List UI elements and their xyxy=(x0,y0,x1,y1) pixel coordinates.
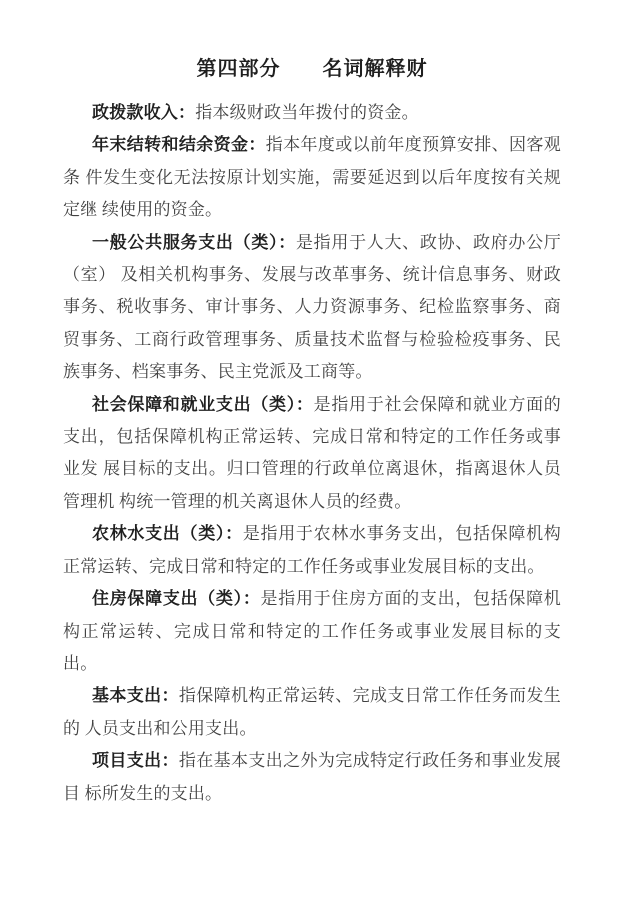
glossary-paragraph xyxy=(63,583,561,680)
term-label: 社会保障和就业支出（类）： xyxy=(92,394,314,414)
glossary-paragraph xyxy=(63,680,561,745)
term-label: 基本支出： xyxy=(92,686,179,706)
term-label: 农林水支出（类）： xyxy=(92,524,243,544)
glossary-paragraph xyxy=(63,227,561,389)
glossary-paragraph xyxy=(63,389,561,519)
term-label: 项目支出： xyxy=(92,751,179,771)
document-content xyxy=(63,56,561,810)
term-definition: 是指用于住房方面的支出，包括保障机构正常运转、完成日常和特定的工作任务或事业发展目标的支出。 xyxy=(63,589,562,673)
glossary-paragraph xyxy=(63,129,561,226)
term-definition: 是指用于人大、政协、政府办公厅（室） 及相关机构事务、发展与改革事务、统计信息事务、财政事务、税收事务、审计事务、人力资源事务、纪检监察事务、商贸事务、工商行政管理事务、质量技术监督与检验检疫事务、民族事务、档案事务、民主党派及工商等。 xyxy=(63,232,562,382)
term-definition: 是指用于农林水事务支出，包括保障机构正常运转、完成日常和特定的工作任务或事业发展目标的支出。 xyxy=(63,524,561,576)
glossary-paragraph xyxy=(63,745,561,810)
term-definition: 指保障机构正常运转、完成支日常工作任务而发生的 人员支出和公用支出。 xyxy=(63,686,561,738)
term-definition: 是指用于社会保障和就业方面的支出，包括保障机构正常运转、完成日常和特定的工作任务或事业发 展目标的支出。归口管理的行政单位离退休，指离退休人员管理机 构统一管理的机关离退休人员的经费。 xyxy=(63,394,561,511)
term-label: 住房保障支出（类）： xyxy=(92,589,261,609)
term-label: 政拨款收入： xyxy=(92,103,196,122)
term-label: 年末结转和结余资金： xyxy=(92,135,266,155)
page-title: 第四部分 名词解释财 xyxy=(196,58,428,80)
term-label: 一般公共服务支出（类）： xyxy=(92,232,296,252)
term-definition: 指本级财政当年拨付的资金。 xyxy=(195,103,419,122)
term-definition: 指在基本支出之外为完成特定行政任务和事业发展目 标所发生的支出。 xyxy=(63,751,561,803)
glossary-paragraph xyxy=(63,518,561,583)
glossary-paragraph xyxy=(63,97,561,129)
term-definition: 指本年度或以前年度预算安排、因客观条 件发生变化无法按原计划实施，需要延迟到以后年度按有关规定继 续使用的资金。 xyxy=(63,135,562,220)
